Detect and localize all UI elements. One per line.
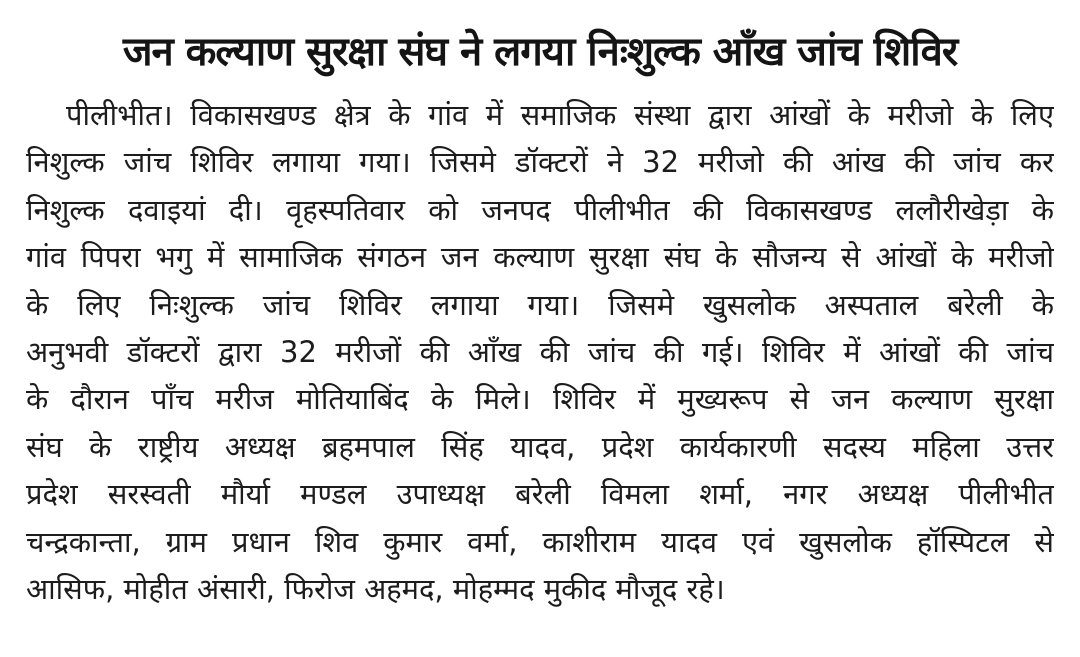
article-line: अनुभवी डॉक्टरों द्वारा 32 मरीजों की आँख की जांच की गई। शिविर में आंखों की जांच: [26, 334, 1054, 369]
article-body: [26, 92, 1054, 613]
article-line: के लिए निःशुल्क जांच शिविर लगाया गया। जिसमे खुसलोक अस्पताल बरेली के: [26, 287, 1054, 322]
article-line: प्रदेश सरस्वती मौर्या मण्डल उपाध्यक्ष बरेली विमला शर्मा, नगर अध्यक्ष पीलीभीत: [26, 477, 1054, 512]
article-line: निशुल्क जांच शिविर लगाया गया। जिसमे डॉक्टरों ने 32 मरीजो की आंख की जांच कर: [26, 145, 1054, 180]
article-line: संघ के राष्ट्रीय अध्यक्ष ब्रहमपाल सिंह यादव, प्रदेश कार्यकारणी सदस्य महिला उत्तर: [26, 429, 1054, 464]
article-line: पीलीभीत। विकासखण्ड क्षेत्र के गांव में समाजिक संस्था द्वारा आंखों के मरीजो के लिए: [66, 98, 1054, 132]
article-line: के दौरान पाँच मरीज मोतियाबिंद के मिले। शिविर में मुख्यरूप से जन कल्याण सुरक्षा: [26, 382, 1054, 417]
article-headline: जन कल्याण सुरक्षा संघ ने लगया निःशुल्क आँख जांच शिविर: [122, 29, 958, 75]
article-line: निशुल्क दवाइयां दी। वृहस्पतिवार को जनपद पीलीभीत की विकासखण्ड ललौरीखेड़ा के: [26, 192, 1054, 227]
article-line: आसिफ, मोहीत अंसारी, फिरोज अहमद, मोहम्मद मुकीद मौजूद रहे।: [26, 571, 725, 606]
article-line: गांव पिपरा भगु में सामाजिक संगठन जन कल्याण सुरक्षा संघ के सौजन्य से आंखों के मरीजो: [26, 240, 1054, 275]
article-line: चन्द्रकान्ता, ग्राम प्रधान शिव कुमार वर्मा, काशीराम यादव एवं खुसलोक हॉस्पिटल से: [26, 524, 1054, 559]
